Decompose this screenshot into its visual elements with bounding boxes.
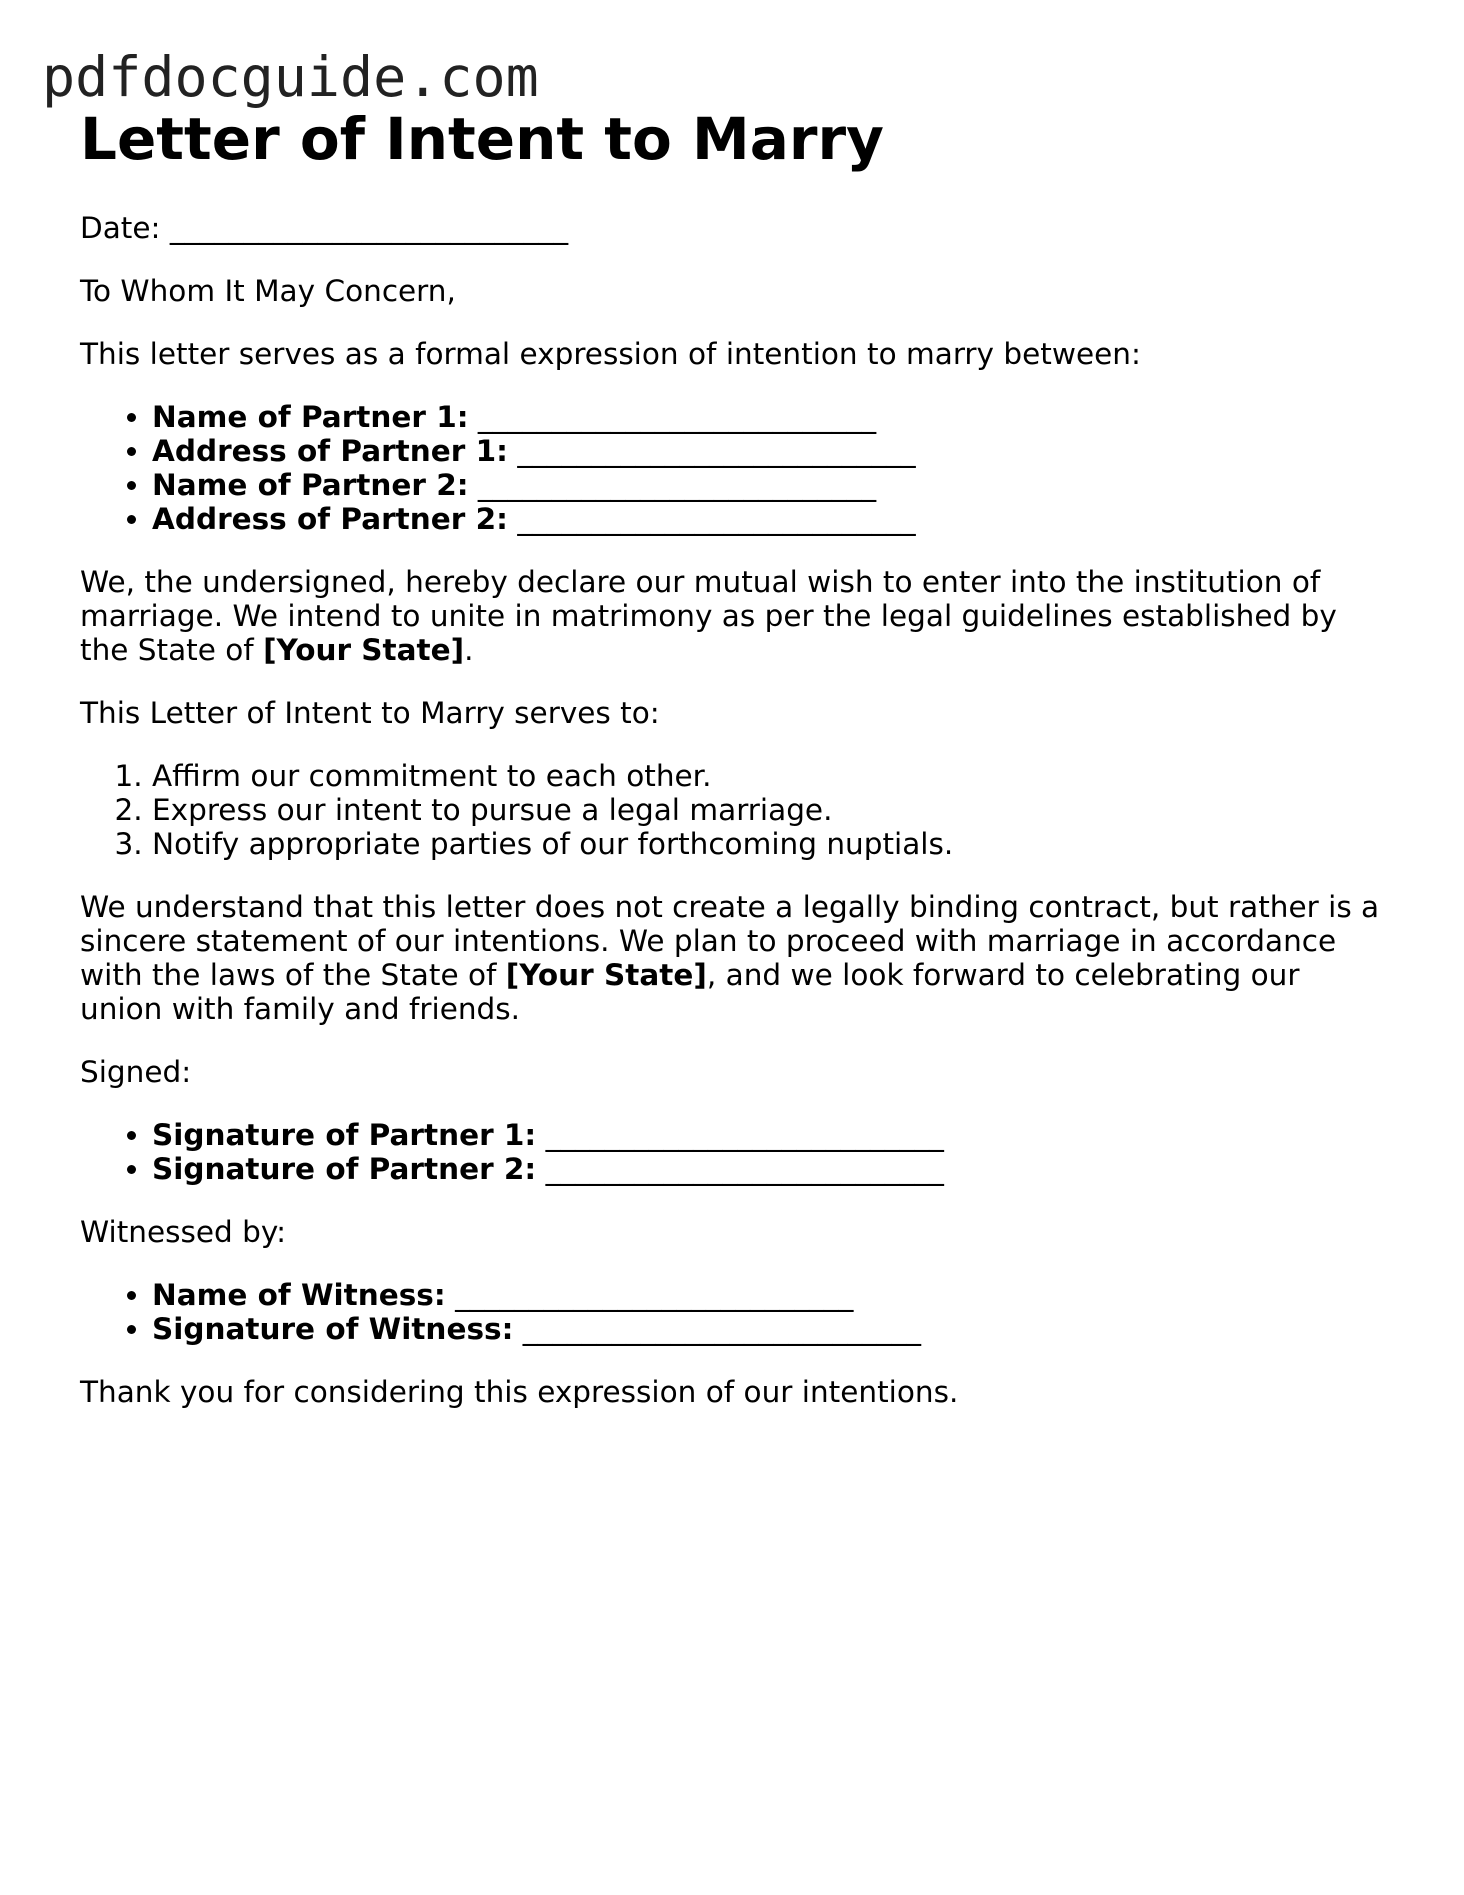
blank-line: ___________________________ <box>545 1152 944 1186</box>
declaration-paragraph <box>80 565 1390 667</box>
field-label: Signature of Witness: <box>152 1312 514 1346</box>
list-item <box>152 1152 1390 1186</box>
field-label: Signature of Partner 1: <box>152 1118 537 1152</box>
list-item <box>152 1118 1390 1152</box>
blank-line: ___________________________ <box>477 400 877 434</box>
list-item <box>152 400 1390 434</box>
document-page <box>80 104 1390 1409</box>
partner-fields-list <box>80 400 1390 536</box>
closing-paragraph: Thank you for considering this expression of our intentions. <box>80 1375 959 1409</box>
salutation: To Whom It May Concern, <box>80 274 456 308</box>
signature-fields-list <box>80 1118 1390 1186</box>
list-item <box>152 1278 1390 1312</box>
list-item: 3. Notify appropriate parties of our forthcoming nuptials. <box>152 827 1390 861</box>
state-placeholder: [Your State] <box>505 958 707 992</box>
document-title: Letter of Intent to Marry <box>80 105 884 173</box>
intro-paragraph: This letter serves as a formal expression of intention to marry between: <box>80 337 1141 371</box>
blank-line: ___________________________ <box>517 502 916 536</box>
state-placeholder: [Your State] <box>263 633 465 667</box>
field-label: Address of Partner 2: <box>152 502 508 536</box>
field-label: Signature of Partner 2: <box>152 1152 537 1186</box>
field-label: Name of Witness: <box>152 1278 446 1312</box>
field-label: Name of Partner 2: <box>152 468 469 502</box>
blank-line: ___________________________ <box>517 434 916 468</box>
witness-fields-list <box>80 1278 1390 1346</box>
blank-line: ___________________________ <box>477 468 877 502</box>
blank-line: ___________________________ <box>545 1118 944 1152</box>
understanding-paragraph <box>80 890 1390 1026</box>
understanding-end: , and we look forward to celebrating our union with family and friends. <box>80 958 1300 1026</box>
field-label: Address of Partner 1: <box>152 434 508 468</box>
list-item: 2. Express our intent to pursue a legal marriage. <box>152 793 1390 827</box>
blank-line: ___________________________ <box>522 1312 922 1346</box>
list-item <box>152 502 1390 536</box>
signed-label: Signed: <box>80 1055 192 1089</box>
list-item <box>152 1312 1390 1346</box>
blank-line: ___________________________ <box>455 1278 854 1312</box>
list-item <box>152 468 1390 502</box>
witnessed-label: Witnessed by: <box>80 1215 287 1249</box>
list-item: 1. Affirm our commitment to each other. <box>152 759 1390 793</box>
field-label: Name of Partner 1: <box>152 400 469 434</box>
list-item <box>152 434 1390 468</box>
understanding-text: We understand that this letter does not create a legally binding contract, but rather is a sincere statement of our intentions. We plan to proceed with marriage in accordance with the laws of the State of <box>80 890 1380 992</box>
declaration-text: We, the undersigned, hereby declare our mutual wish to enter into the institution of marriage. We intend to unite in matrimony as per the legal guidelines established by the State of <box>80 565 1337 667</box>
date-line: Date: ___________________________ <box>80 211 569 245</box>
serves-to-paragraph: This Letter of Intent to Marry serves to: <box>80 696 660 730</box>
watermark: pdfdocguide.com <box>42 45 539 109</box>
purposes-list <box>80 759 1390 861</box>
declaration-end: . <box>464 633 474 667</box>
